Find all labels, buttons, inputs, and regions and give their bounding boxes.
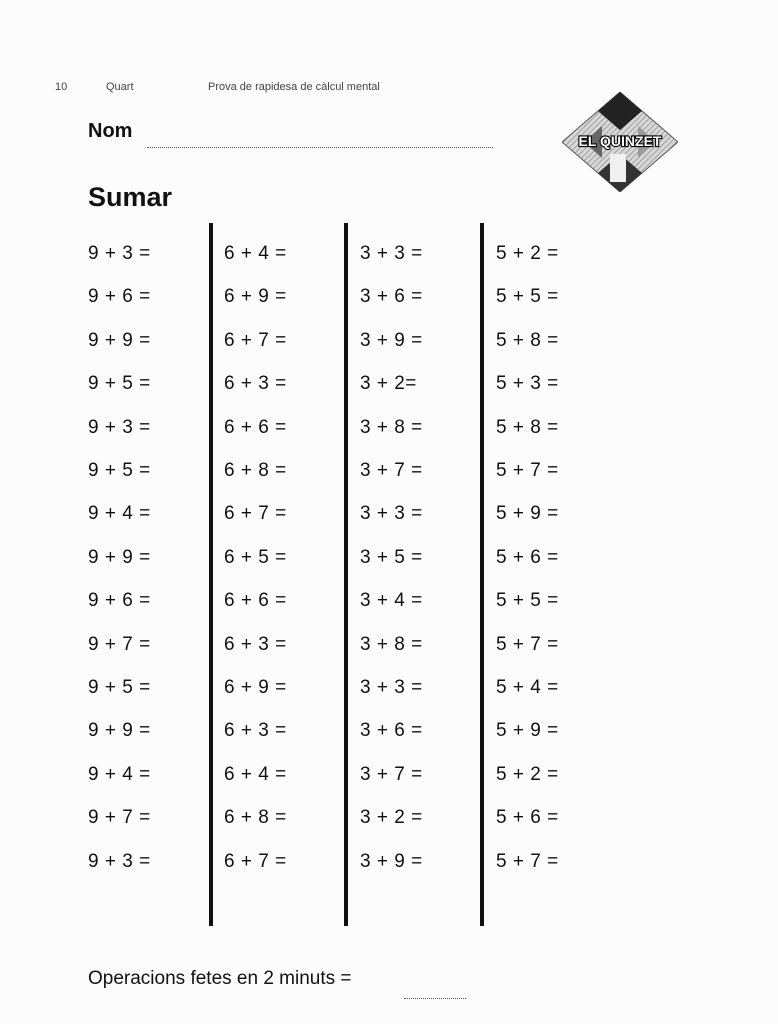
sum-problem: 3 + 8 = — [360, 634, 423, 655]
sum-problem: 9 + 6 = — [88, 590, 151, 611]
sum-problem: 5 + 7 = — [496, 634, 559, 655]
sum-problem: 9 + 3 = — [88, 417, 151, 438]
sum-problem: 3 + 6 = — [360, 286, 423, 307]
sum-problem: 5 + 8 = — [496, 330, 559, 351]
sum-problem: 6 + 6 = — [224, 590, 287, 611]
grade-label: Quart — [106, 81, 134, 93]
sum-problem: 3 + 9 = — [360, 851, 423, 872]
sum-problem: 6 + 3 = — [224, 720, 287, 741]
sum-problem: 6 + 3 = — [224, 634, 287, 655]
column-divider — [209, 223, 213, 926]
sum-problem: 6 + 7 = — [224, 330, 287, 351]
sum-problem: 5 + 9 = — [496, 720, 559, 741]
column-divider — [480, 223, 484, 926]
sum-problem: 5 + 4 = — [496, 677, 559, 698]
sum-problem: 9 + 4 = — [88, 503, 151, 524]
sum-problem: 3 + 3 = — [360, 503, 423, 524]
sum-problem: 5 + 5 = — [496, 286, 559, 307]
sum-problem: 5 + 9 = — [496, 503, 559, 524]
sum-problem: 9 + 6 = — [88, 286, 151, 307]
sum-problem: 9 + 5 = — [88, 460, 151, 481]
sum-problem: 9 + 3 = — [88, 243, 151, 264]
sum-problem: 9 + 4 = — [88, 764, 151, 785]
sum-problem: 6 + 5 = — [224, 547, 287, 568]
sum-problem: 9 + 5 = — [88, 677, 151, 698]
sum-problem: 3 + 3 = — [360, 677, 423, 698]
sum-problem: 9 + 9 = — [88, 720, 151, 741]
sum-problem: 3 + 7 = — [360, 764, 423, 785]
sum-problem: 3 + 4 = — [360, 590, 423, 611]
sum-problem: 5 + 7 = — [496, 460, 559, 481]
sum-problem: 6 + 7 = — [224, 503, 287, 524]
sum-problem: 6 + 4 = — [224, 764, 287, 785]
sum-problem: 6 + 9 = — [224, 677, 287, 698]
sum-problem: 5 + 2 = — [496, 243, 559, 264]
section-title: Sumar — [88, 182, 173, 212]
sum-problem: 6 + 8 = — [224, 807, 287, 828]
sum-problem: 5 + 3 = — [496, 373, 559, 394]
sum-problem: 3 + 8 = — [360, 417, 423, 438]
sum-problem: 5 + 5 = — [496, 590, 559, 611]
sum-problem: 5 + 6 = — [496, 807, 559, 828]
sum-problem: 3 + 7 = — [360, 460, 423, 481]
sum-problem: 6 + 8 = — [224, 460, 287, 481]
sum-problem: 3 + 5 = — [360, 547, 423, 568]
operations-count-label: Operacions fetes en 2 minuts = — [88, 968, 352, 989]
sum-problem: 5 + 7 = — [496, 851, 559, 872]
sum-problem: 3 + 9 = — [360, 330, 423, 351]
sum-problem: 6 + 7 = — [224, 851, 287, 872]
operations-count-line[interactable] — [404, 998, 466, 999]
name-write-line[interactable] — [147, 147, 493, 148]
sum-problem: 3 + 2 = — [360, 807, 423, 828]
sum-problem: 9 + 5 = — [88, 373, 151, 394]
sum-problem: 9 + 7 = — [88, 807, 151, 828]
sum-problem: 6 + 3 = — [224, 373, 287, 394]
sum-problem: 3 + 3 = — [360, 243, 423, 264]
logo-text: EL QUINZET — [578, 133, 662, 149]
sum-problem: 9 + 3 = — [88, 851, 151, 872]
page-number: 10 — [55, 81, 68, 93]
sum-problem: 6 + 9 = — [224, 286, 287, 307]
sum-problem: 6 + 6 = — [224, 417, 287, 438]
name-label: Nom — [88, 120, 133, 142]
test-title: Prova de rapidesa de càlcul mental — [208, 81, 380, 93]
sum-problem: 9 + 9 = — [88, 547, 151, 568]
column-divider — [344, 223, 348, 926]
sum-problem: 9 + 7 = — [88, 634, 151, 655]
sum-problem: 3 + 6 = — [360, 720, 423, 741]
sum-problem: 5 + 6 = — [496, 547, 559, 568]
sum-problem: 6 + 4 = — [224, 243, 287, 264]
sum-problem: 5 + 8 = — [496, 417, 559, 438]
sum-problem: 9 + 9 = — [88, 330, 151, 351]
sum-problem: 5 + 2 = — [496, 764, 559, 785]
sum-problem: 3 + 2= — [360, 373, 417, 394]
el-quinzet-logo — [562, 92, 678, 192]
